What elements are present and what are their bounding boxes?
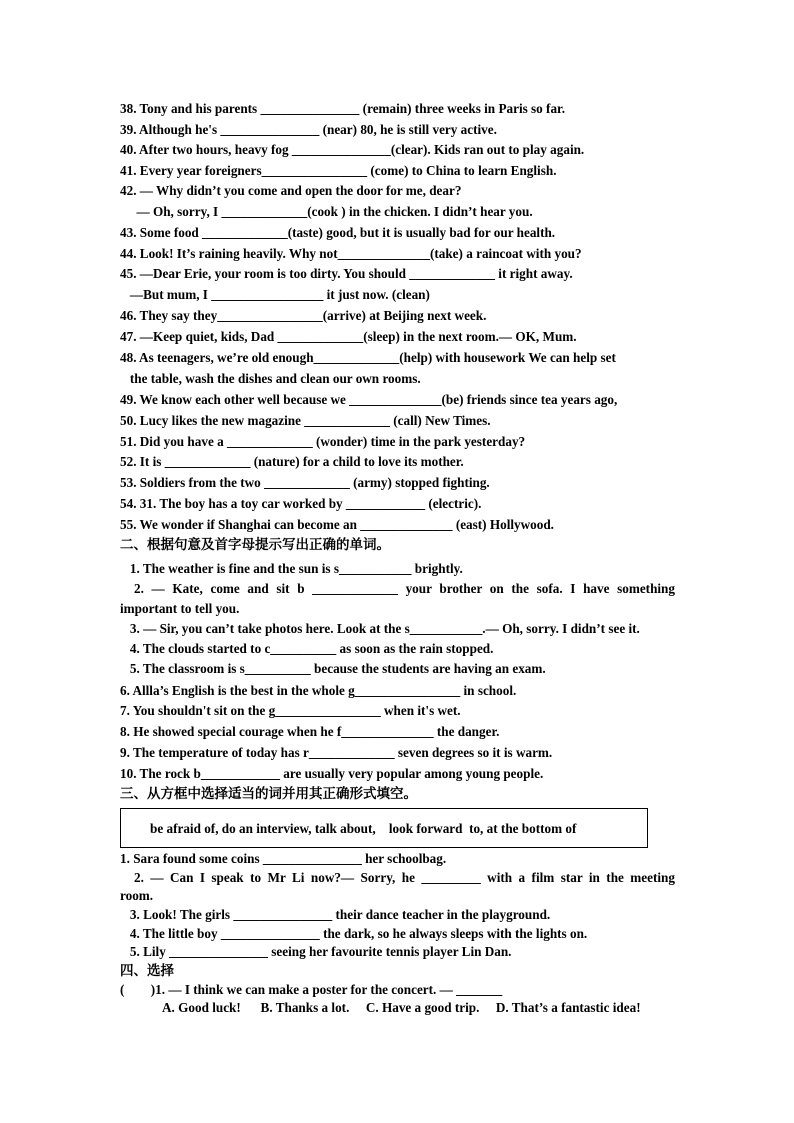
exercise-53: 53. Soldiers from the two _____________ (army) stopped fighting. bbox=[120, 475, 490, 490]
exercise-45-second: —But mum, I _________________ it just now. (clean) bbox=[120, 287, 430, 302]
word-exercise-3: 3. — Sir, you can’t take photos here. Look at the s___________.— Oh, sorry. I didn’t see it. bbox=[120, 621, 640, 636]
phrase-box bbox=[120, 808, 648, 848]
phrase-list: be afraid of, do an interview, talk about, look forward to, at the bottom of bbox=[150, 821, 577, 836]
exercise-38: 38. Tony and his parents _______________ (remain) three weeks in Paris so far. bbox=[120, 101, 565, 116]
choice-options-1: A. Good luck! B. Thanks a lot. C. Have a good trip. D. That’s a fantastic idea! bbox=[162, 1000, 641, 1015]
word-exercise-9: 9. The temperature of today has r_____________ seven degrees so it is warm. bbox=[120, 745, 553, 760]
phrase-exercise-2-first: 2. — Can I speak to Mr Li now?— Sorry, he _________ with a film star in the meeting bbox=[134, 870, 675, 885]
exercise-48-second: the table, wash the dishes and clean our own rooms. bbox=[120, 371, 421, 386]
exercise-42-answer: — Oh, sorry, I _____________(cook ) in the chicken. I didn’t hear you. bbox=[120, 204, 533, 219]
exercise-51: 51. Did you have a _____________ (wonder) time in the park yesterday? bbox=[120, 434, 526, 449]
exercise-44: 44. Look! It’s raining heavily. Why not______________(take) a raincoat with you? bbox=[120, 246, 582, 261]
exercise-45-first: 45. —Dear Erie, your room is too dirty. You should _____________ it right away. bbox=[120, 266, 573, 281]
word-exercise-1: 1. The weather is fine and the sun is s___________ brightly. bbox=[120, 561, 463, 576]
word-exercise-2-second: important to tell you. bbox=[120, 601, 240, 616]
section-2-heading: 二、根据句意及首字母提示写出正确的单词。 bbox=[120, 537, 390, 553]
phrase-exercise-4: 4. The little boy _______________ the dark, so he always sleeps with the lights on. bbox=[120, 926, 588, 941]
word-exercise-2-first: 2. — Kate, come and sit b _____________ your brother on the sofa. I have something bbox=[134, 581, 675, 596]
exercise-46: 46. They say they________________(arrive) at Beijing next week. bbox=[120, 308, 487, 323]
exercise-47: 47. —Keep quiet, kids, Dad _____________(sleep) in the next room.— OK, Mum. bbox=[120, 329, 577, 344]
exercise-40: 40. After two hours, heavy fog _______________(clear). Kids ran out to play again. bbox=[120, 142, 585, 157]
section-4-heading: 四、选择 bbox=[120, 963, 174, 979]
exercise-42-question: 42. — Why didn’t you come and open the door for me, dear? bbox=[120, 183, 462, 198]
exercise-50: 50. Lucy likes the new magazine _____________ (call) New Times. bbox=[120, 413, 491, 428]
phrase-exercise-2-second: room. bbox=[120, 888, 154, 903]
word-exercise-5: 5. The classroom is s__________ because the students are having an exam. bbox=[120, 661, 546, 676]
exercise-54: 54. 31. The boy has a toy car worked by ____________ (electric). bbox=[120, 496, 482, 511]
exercise-49: 49. We know each other well because we ______________(be) friends since tea years ago, bbox=[120, 392, 618, 407]
word-exercise-7: 7. You shouldn't sit on the g________________ when it's wet. bbox=[120, 703, 461, 718]
word-exercise-10: 10. The rock b____________ are usually very popular among young people. bbox=[120, 766, 544, 781]
word-exercise-4: 4. The clouds started to c__________ as soon as the rain stopped. bbox=[120, 641, 494, 656]
exercise-41: 41. Every year foreigners________________ (come) to China to learn English. bbox=[120, 163, 557, 178]
exercise-52: 52. It is _____________ (nature) for a child to love its mother. bbox=[120, 454, 464, 469]
word-exercise-8: 8. He showed special courage when he f______________ the danger. bbox=[120, 724, 500, 739]
word-exercise-6: 6. Allla’s English is the best in the whole g________________ in school. bbox=[120, 683, 517, 698]
exercise-43: 43. Some food _____________(taste) good, but it is usually bad for our health. bbox=[120, 225, 556, 240]
exercise-39: 39. Although he's _______________ (near) 80, he is still very active. bbox=[120, 122, 497, 137]
phrase-exercise-1: 1. Sara found some coins _______________ her schoolbag. bbox=[120, 851, 447, 866]
choice-question-1: ( )1. — I think we can make a poster for the concert. — _______ bbox=[120, 982, 503, 997]
phrase-exercise-5: 5. Lily _______________ seeing her favourite tennis player Lin Dan. bbox=[120, 944, 512, 959]
exercise-48-first: 48. As teenagers, we’re old enough_____________(help) with housework We can help set bbox=[120, 350, 616, 365]
phrase-exercise-3: 3. Look! The girls _______________ their dance teacher in the playground. bbox=[120, 907, 551, 922]
section-3-heading: 三、从方框中选择适当的词并用其正确形式填空。 bbox=[120, 786, 417, 802]
exercise-55: 55. We wonder if Shanghai can become an ______________ (east) Hollywood. bbox=[120, 517, 554, 532]
